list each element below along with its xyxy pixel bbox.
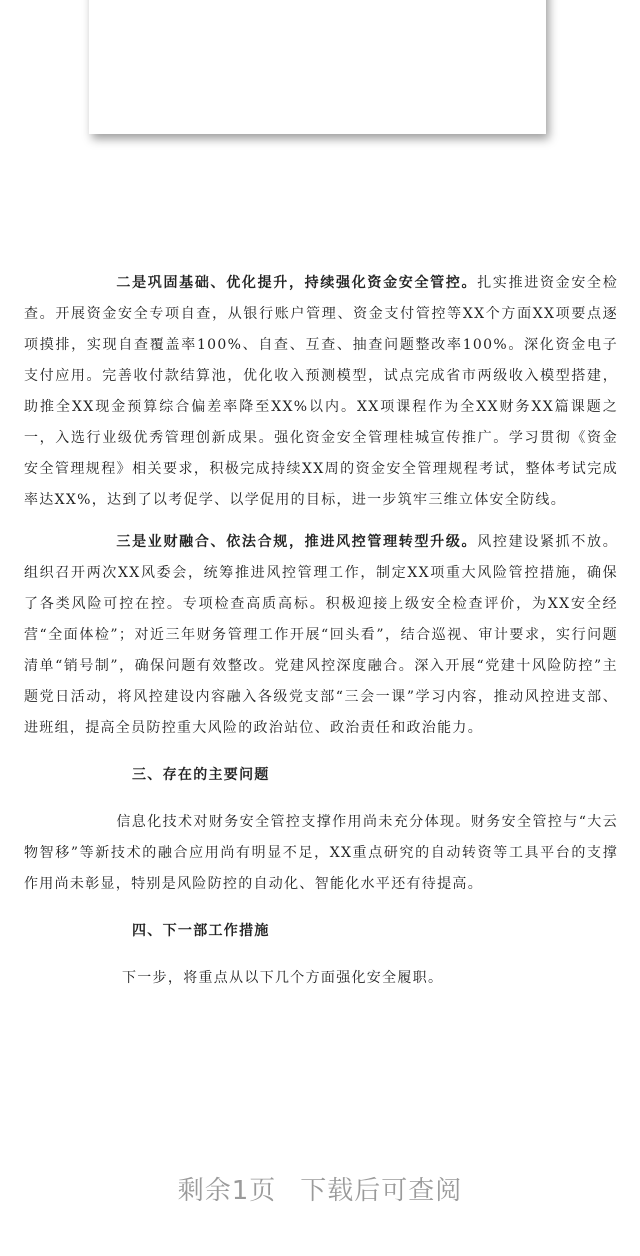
- paragraph-risk-control: [24, 527, 618, 744]
- paragraph-problems: 信息化技术对财务安全管控支撑作用尚未充分体现。财务安全管控与“大云物智移”等新技术的融合应用尚有明显不足，XX重点研究的自动转资等工具平台的支撑作用尚未彰显，特别是风险防控的自动化、智能化水平还有待提高。: [24, 814, 618, 892]
- remaining-pages-label: 剩余1页: [177, 1176, 277, 1206]
- paragraph-lead: 二是巩固基础、优化提升，持续强化资金安全管控。: [116, 275, 478, 291]
- download-label: 下载后可查阅: [300, 1176, 463, 1206]
- paragraph-text: 扎实推进资金安全检查。开展资金安全专项自查，从银行账户管理、资金支付管控等XX个方面XX项要点逐项摸排，实现自查覆盖率100%、自查、互查、抽查问题整改率100%。深化资金电子支付应用。完善收付款结算池，优化收入预测模型，试点完成省市两级收入模型搭建，助推全XX现金预算综合偏差率降至XX%以内。XX项课程作为全XX财务XX篇课题之一，入选行业级优秀管理创新成果。强化资金安全管理桂城宣传推广。学习贯彻《资金安全管理规程》相关要求，积极完成持续XX周的资金安全管理规程考试，整体考试完成率达XX%，达到了以考促学、以学促用的目标，进一步筑牢三维立体安全防线。: [24, 275, 618, 508]
- section-heading-next-steps: 四、下一部工作措施: [132, 923, 270, 939]
- paragraph-text: 风控建设紧抓不放。组织召开两次XX风委会，统筹推进风控管理工作，制定XX项重大风险管控措施，确保了各类风险可控在控。专项检查高质高标。积极迎接上级安全检查评价，为XX安全经营“全面体检”；对近三年财务管理工作开展“回头看”，结合巡视、审计要求，实行问题清单“销号制”，确保问题有效整改。党建风控深度融合。深入开展“党建十风险防控”主题党日活动，将风控建设内容融入各级党支部“三会一课”学习内容，推动风控进支部、进班组，提高全员防控重大风险的政治站位、政治责任和政治能力。: [24, 534, 618, 736]
- download-prompt-button[interactable]: [0, 1170, 640, 1207]
- paragraph-next-steps: 下一步，将重点从以下几个方面强化安全履职。: [122, 970, 444, 986]
- section-heading-problems: 三、存在的主要问题: [132, 767, 270, 783]
- document-body: [24, 268, 618, 994]
- paragraph-consolidate-foundation: [24, 268, 618, 516]
- previous-page-preview: [89, 0, 546, 134]
- paragraph-lead: 三是业财融合、依法合规，推进风控管理转型升级。: [116, 534, 478, 550]
